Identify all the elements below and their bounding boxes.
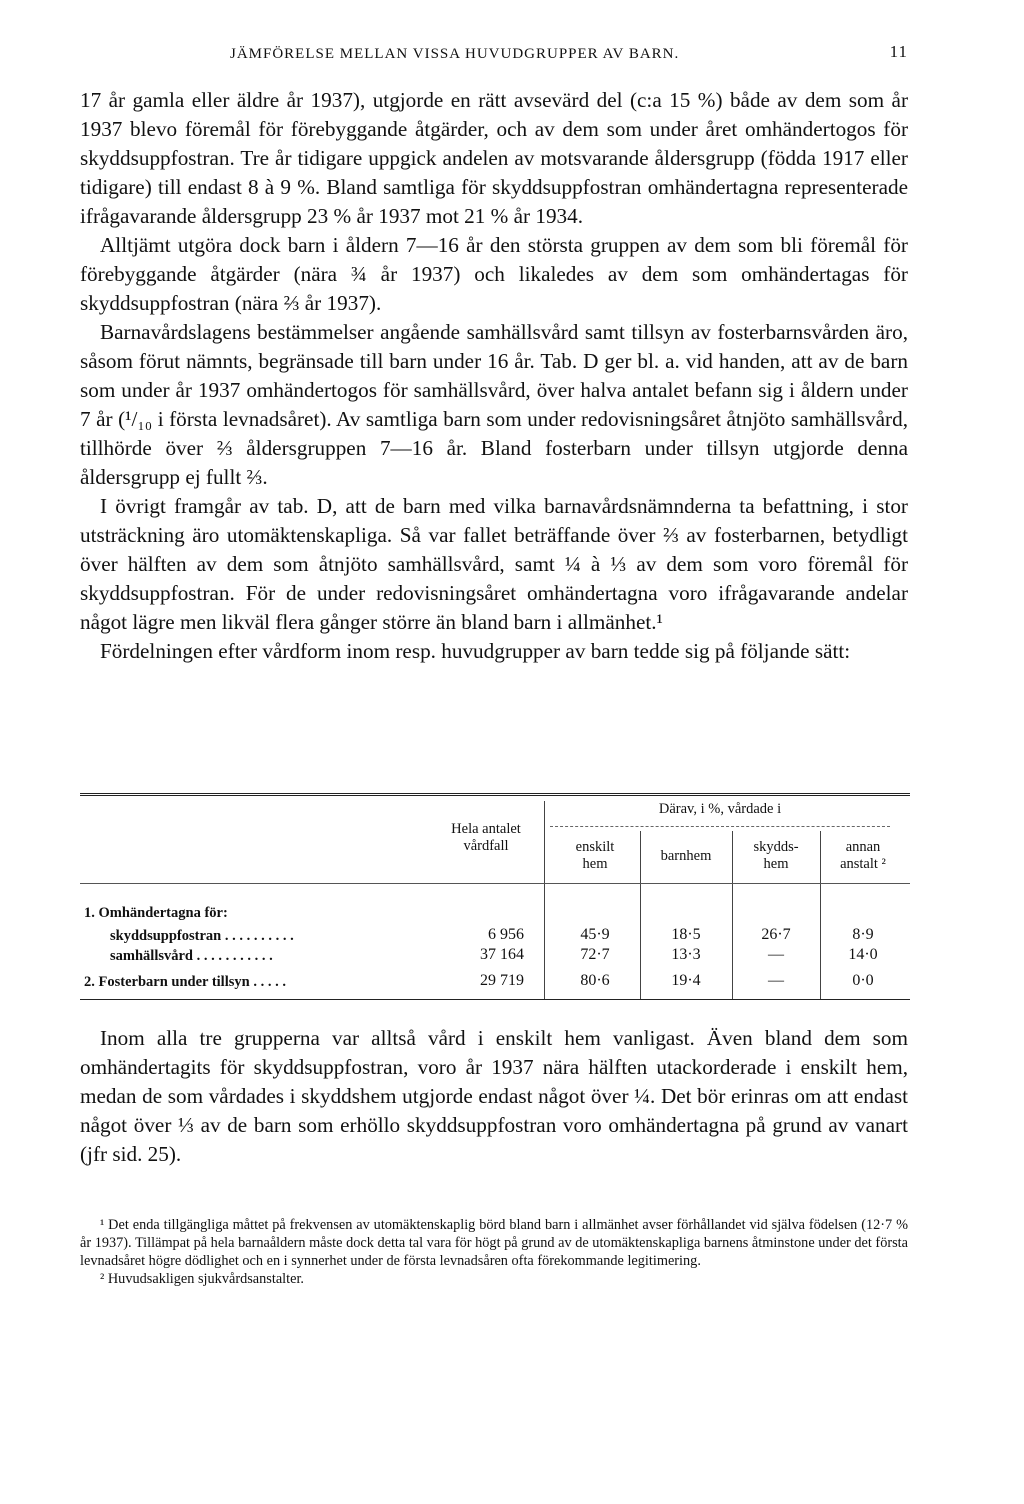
row-label-samhallsvard xyxy=(110,948,273,965)
header-group: Därav, i %, vårdade i xyxy=(658,801,782,817)
care-form-table xyxy=(80,793,910,1003)
row-3-annan: 0·0 xyxy=(852,972,874,989)
paragraph-1: 17 år gamla eller äldre år 1937), utgjorde en rätt avsevärd del (c:a 15 %) både av dem som år 1937 blevo föremål för förebyggande åtgärder, och av dem som under året omhändertogos för skyddsuppfostran. Tre år tidigare uppgick andelen av motsvarande åldersgrupp (födda 1917 eller tidigare) till endast 8 à 9 %. Bland samtliga för skyddsuppfostran omhändertagna representerade ifrågavarande åldersgrupp 23 % år 1937 mot 21 % år 1934. xyxy=(80,88,908,228)
row-3-dots: . . . . . xyxy=(249,974,286,990)
table-top-rule xyxy=(80,793,910,794)
row-2-annan: 14·0 xyxy=(848,946,878,963)
footnotes xyxy=(80,1216,908,1288)
row-1-annan: 8·9 xyxy=(852,926,874,943)
running-header xyxy=(80,42,908,68)
group-1-label: 1. Omhändertagna för: xyxy=(84,905,228,921)
subhead-skyddshem-line2: hem xyxy=(763,856,789,872)
footnote-2: ² Huvudsakligen sjukvårdsanstalter. xyxy=(100,1271,305,1287)
header-total xyxy=(428,821,544,855)
col-sep-1 xyxy=(544,801,545,999)
row-2-enskilt: 72·7 xyxy=(580,946,610,963)
body-text-bottom xyxy=(80,1024,908,1169)
subhead-annan-line1: annan xyxy=(845,839,881,855)
paragraph-5: Fördelningen efter vårdform inom resp. huvudgrupper av barn tedde sig på följande sätt: xyxy=(100,639,851,663)
group-head-rule xyxy=(550,826,890,827)
row-2-label-text: samhällsvård xyxy=(110,948,193,964)
subhead-annan-anstalt xyxy=(820,839,906,873)
row-3-enskilt: 80·6 xyxy=(580,972,610,989)
paragraph-6: Inom alla tre grupperna var alltså vård i enskilt hem vanligast. Även bland dem som omhändertagits för skyddsuppfostran, voro år 1937 nära hälften utackorderade i enskilt hem, medan de som vårdades i skyddshem utgjorde endast något över ¼. Det bör erinras om att endast något över ⅓ av de barn som erhöllo skyddsuppfostran voro omhändertagna på grund av vanart (jfr sid. 25). xyxy=(80,1026,908,1166)
table-header-rule xyxy=(80,883,910,884)
header-total-line2: vårdfall xyxy=(463,838,509,854)
subhead-enskilt-line2: hem xyxy=(582,856,608,872)
subhead-enskilt-hem xyxy=(550,839,640,873)
row-3-label-text: 2. Fosterbarn under tillsyn xyxy=(84,974,250,990)
row-3-total: 29 719 xyxy=(480,972,524,989)
paragraph-2: Alltjämt utgöra dock barn i åldern 7—16 år den största gruppen av dem som bli föremål för förebyggande åtgärder (nära ¾ år 1937) och likaledes av dem som omhändertagas för skyddsuppfostran (nära ⅔ år 1937). xyxy=(80,233,908,315)
row-2-barnhem: 13·3 xyxy=(671,946,701,963)
row-1-label-text: skyddsuppfostran xyxy=(110,928,222,944)
row-1-total: 6 956 xyxy=(488,926,524,943)
row-1-enskilt: 45·9 xyxy=(580,926,610,943)
subhead-barnhem: barnhem xyxy=(660,848,712,864)
paragraph-3: Barnavårdslagens bestämmelser angående samhällsvård samt tillsyn av fosterbarnsvården äro, såsom förut nämnts, begränsade till barn under 16 år. Tab. D ger bl. a. vid handen, att av de barn som under år 1937 omhändertogos för samhällsvård, över halva antalet befann sig i åldern under 7 år (¹/₁₀ i första levnadsåret). Av samtliga barn som under redovisningsåret åtnjöto samhällsvård, tillhörde över ⅔ åldersgruppen 7—16 år. Bland fosterbarn under tillsyn utgjorde denna åldersgrupp ej fullt ⅔. xyxy=(80,320,908,489)
row-label-skyddsuppfostran xyxy=(110,928,294,945)
row-3-barnhem: 19·4 xyxy=(671,972,701,989)
subhead-skyddshem xyxy=(732,839,820,873)
page-number: 11 xyxy=(889,42,908,61)
row-2-dots: . . . . . . . . . . . xyxy=(193,948,273,964)
header-total-line1: Hela antalet xyxy=(451,821,521,837)
row-1-dots: . . . . . . . . . . xyxy=(221,928,294,944)
row-label-fosterbarn xyxy=(84,974,286,991)
running-title: JÄMFÖRELSE MELLAN VISSA HUVUDGRUPPER AV BARN. xyxy=(230,46,680,62)
table-bottom-rule xyxy=(80,999,910,1000)
subhead-annan-line2: anstalt ² xyxy=(840,856,886,872)
row-1-barnhem: 18·5 xyxy=(671,926,701,943)
row-3-skyddshem: — xyxy=(768,972,784,989)
row-2-total: 37 164 xyxy=(480,946,524,963)
paragraph-4: I övrigt framgår av tab. D, att de barn med vilka barnavårdsnämnderna ta befattning, i stor utsträckning äro utomäktenskapliga. Så var fallet beträffande över ⅔ av fosterbarnen, betydligt över hälften av dem som åtnjöto samhällsvård, samt ¼ à ⅓ av dem som voro föremål för skyddsuppfostran. För de under redovisningsåret omhändertagna voro ifrågavarande andelar något lägre men likväl flera gånger större än bland barn i allmänhet.¹ xyxy=(80,494,908,634)
footnote-1: ¹ Det enda tillgängliga måttet på frekvensen av utomäktenskaplig börd bland barn i allmänhet avser förhållandet vid själva födelsen (12·7 % år 1937). Tillämpat på hela barnaåldern måste dock detta tal vara för högt på grund av de utomäktenskapliga barnens åtminstone under det första levnadsåret högre dödlighet och en i synnerhet under de första levnadsåren ofta förekommande legitimering. xyxy=(80,1217,908,1269)
row-2-skyddshem: — xyxy=(768,946,784,963)
subhead-skyddshem-line1: skydds- xyxy=(753,839,799,855)
row-1-skyddshem: 26·7 xyxy=(761,926,791,943)
subhead-enskilt-line1: enskilt xyxy=(575,839,615,855)
table-top-rule-2 xyxy=(80,795,910,796)
body-text-top xyxy=(80,86,908,666)
